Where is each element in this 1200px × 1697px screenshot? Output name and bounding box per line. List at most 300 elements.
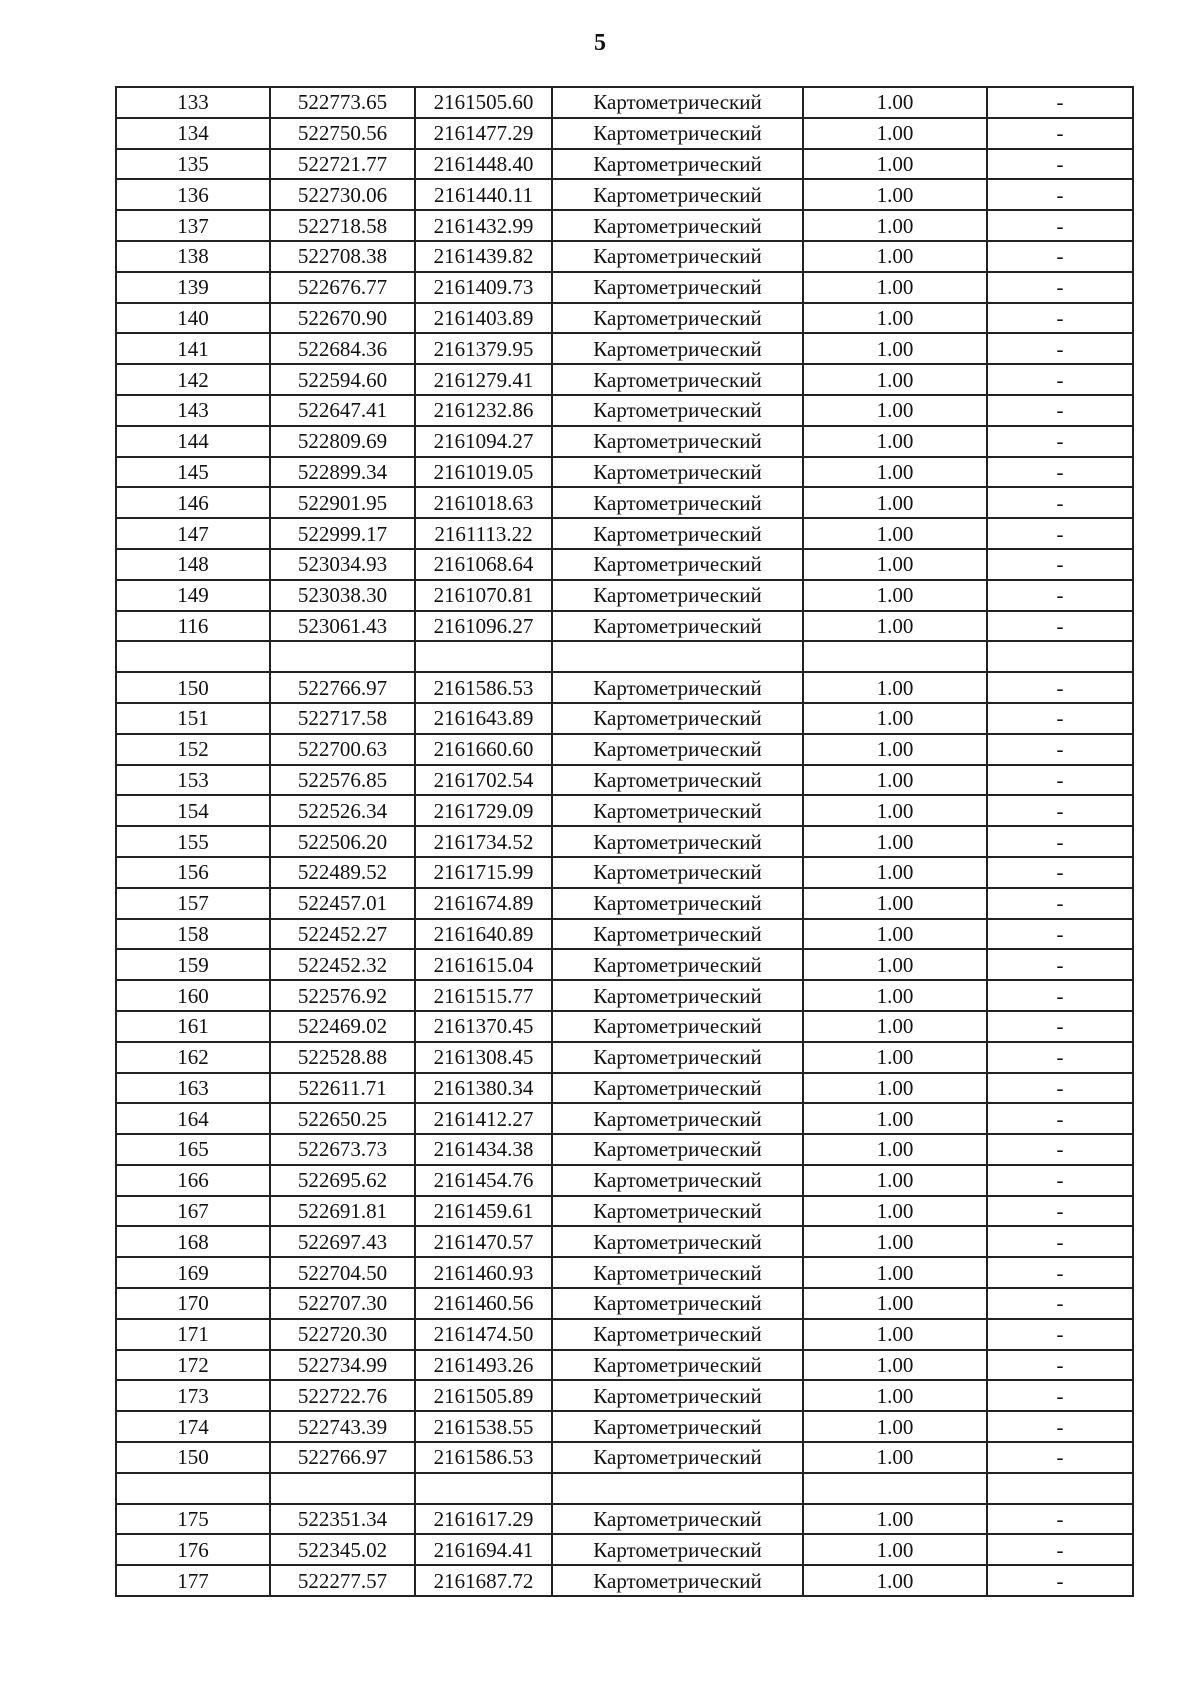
note-cell: -	[987, 1380, 1133, 1411]
x-coordinate-cell: 522526.34	[270, 795, 415, 826]
method-cell: Картометрический	[552, 1011, 803, 1042]
y-coordinate-cell: 2161432.99	[415, 210, 552, 241]
point-number-cell: 167	[116, 1196, 270, 1227]
method-cell: Картометрический	[552, 457, 803, 488]
x-coordinate-cell: 522684.36	[270, 333, 415, 364]
method-cell: Картометрический	[552, 888, 803, 919]
accuracy-cell: 1.00	[803, 765, 987, 796]
table-row	[116, 333, 1133, 364]
method-cell: Картометрический	[552, 395, 803, 426]
x-coordinate-cell: 522708.38	[270, 241, 415, 272]
method-cell: Картометрический	[552, 1103, 803, 1134]
method-cell: Картометрический	[552, 949, 803, 980]
table-row	[116, 118, 1133, 149]
method-cell: Картометрический	[552, 1350, 803, 1381]
point-number-cell: 166	[116, 1165, 270, 1196]
accuracy-cell: 1.00	[803, 241, 987, 272]
coordinates-table-body	[116, 87, 1133, 1596]
note-cell: -	[987, 826, 1133, 857]
table-row	[116, 272, 1133, 303]
table-row	[116, 980, 1133, 1011]
table-row	[116, 734, 1133, 765]
method-cell: Картометрический	[552, 364, 803, 395]
x-coordinate-cell: 522673.73	[270, 1134, 415, 1165]
note-cell: -	[987, 888, 1133, 919]
note-cell: -	[987, 364, 1133, 395]
separator-row	[116, 641, 1133, 672]
note-cell: -	[987, 919, 1133, 950]
method-cell: Картометрический	[552, 1288, 803, 1319]
y-coordinate-cell: 2161448.40	[415, 149, 552, 180]
x-coordinate-cell: 522277.57	[270, 1565, 415, 1596]
method-cell: Картометрический	[552, 1565, 803, 1596]
note-cell: -	[987, 210, 1133, 241]
y-coordinate-cell: 2161370.45	[415, 1011, 552, 1042]
point-number-cell: 149	[116, 580, 270, 611]
table-row	[116, 87, 1133, 118]
x-coordinate-cell: 522766.97	[270, 672, 415, 703]
note-cell: -	[987, 426, 1133, 457]
method-cell: Картометрический	[552, 1319, 803, 1350]
accuracy-cell: 1.00	[803, 672, 987, 703]
method-cell: Картометрический	[552, 1534, 803, 1565]
note-cell: -	[987, 395, 1133, 426]
x-coordinate-cell: 522452.32	[270, 949, 415, 980]
y-coordinate-cell: 2161617.29	[415, 1504, 552, 1535]
accuracy-cell	[803, 1473, 987, 1504]
accuracy-cell: 1.00	[803, 210, 987, 241]
table-row	[116, 457, 1133, 488]
table-row	[116, 149, 1133, 180]
x-coordinate-cell: 522718.58	[270, 210, 415, 241]
point-number-cell: 172	[116, 1350, 270, 1381]
x-coordinate-cell: 522452.27	[270, 919, 415, 950]
accuracy-cell: 1.00	[803, 1134, 987, 1165]
note-cell: -	[987, 118, 1133, 149]
point-number-cell: 133	[116, 87, 270, 118]
point-number-cell: 138	[116, 241, 270, 272]
table-row	[116, 1257, 1133, 1288]
table-row	[116, 1288, 1133, 1319]
y-coordinate-cell: 2161440.11	[415, 179, 552, 210]
method-cell: Картометрический	[552, 487, 803, 518]
point-number-cell: 141	[116, 333, 270, 364]
y-coordinate-cell: 2161454.76	[415, 1165, 552, 1196]
method-cell: Картометрический	[552, 672, 803, 703]
table-row	[116, 1073, 1133, 1104]
y-coordinate-cell: 2161538.55	[415, 1411, 552, 1442]
x-coordinate-cell: 522700.63	[270, 734, 415, 765]
note-cell: -	[987, 1103, 1133, 1134]
x-coordinate-cell: 522611.71	[270, 1073, 415, 1104]
y-coordinate-cell: 2161640.89	[415, 919, 552, 950]
table-row	[116, 795, 1133, 826]
table-row	[116, 580, 1133, 611]
note-cell: -	[987, 1257, 1133, 1288]
method-cell: Картометрический	[552, 1442, 803, 1473]
point-number-cell: 175	[116, 1504, 270, 1535]
note-cell	[987, 641, 1133, 672]
point-number-cell	[116, 641, 270, 672]
point-number-cell: 144	[116, 426, 270, 457]
table-row	[116, 611, 1133, 642]
table-row	[116, 395, 1133, 426]
note-cell: -	[987, 518, 1133, 549]
x-coordinate-cell: 523061.43	[270, 611, 415, 642]
accuracy-cell: 1.00	[803, 364, 987, 395]
y-coordinate-cell: 2161702.54	[415, 765, 552, 796]
method-cell: Картометрический	[552, 210, 803, 241]
note-cell: -	[987, 303, 1133, 334]
accuracy-cell: 1.00	[803, 1226, 987, 1257]
table-row	[116, 426, 1133, 457]
x-coordinate-cell: 522489.52	[270, 857, 415, 888]
note-cell: -	[987, 457, 1133, 488]
note-cell: -	[987, 734, 1133, 765]
table-row	[116, 1165, 1133, 1196]
y-coordinate-cell: 2161643.89	[415, 703, 552, 734]
point-number-cell: 169	[116, 1257, 270, 1288]
point-number-cell: 164	[116, 1103, 270, 1134]
x-coordinate-cell: 523034.93	[270, 549, 415, 580]
x-coordinate-cell: 522594.60	[270, 364, 415, 395]
point-number-cell: 154	[116, 795, 270, 826]
y-coordinate-cell: 2161674.89	[415, 888, 552, 919]
note-cell: -	[987, 765, 1133, 796]
note-cell: -	[987, 1534, 1133, 1565]
x-coordinate-cell: 522647.41	[270, 395, 415, 426]
accuracy-cell: 1.00	[803, 949, 987, 980]
table-row	[116, 210, 1133, 241]
y-coordinate-cell: 2161232.86	[415, 395, 552, 426]
accuracy-cell: 1.00	[803, 87, 987, 118]
note-cell: -	[987, 580, 1133, 611]
note-cell: -	[987, 241, 1133, 272]
method-cell: Картометрический	[552, 272, 803, 303]
note-cell: -	[987, 487, 1133, 518]
table-row	[116, 1103, 1133, 1134]
x-coordinate-cell: 522766.97	[270, 1442, 415, 1473]
accuracy-cell: 1.00	[803, 118, 987, 149]
y-coordinate-cell: 2161409.73	[415, 272, 552, 303]
accuracy-cell: 1.00	[803, 333, 987, 364]
note-cell: -	[987, 1073, 1133, 1104]
note-cell: -	[987, 87, 1133, 118]
table-row	[116, 1442, 1133, 1473]
separator-row	[116, 1473, 1133, 1504]
x-coordinate-cell: 522721.77	[270, 149, 415, 180]
table-row	[116, 672, 1133, 703]
note-cell: -	[987, 1565, 1133, 1596]
table-row	[116, 241, 1133, 272]
note-cell: -	[987, 703, 1133, 734]
accuracy-cell: 1.00	[803, 826, 987, 857]
point-number-cell: 136	[116, 179, 270, 210]
note-cell: -	[987, 149, 1133, 180]
x-coordinate-cell: 522707.30	[270, 1288, 415, 1319]
point-number-cell	[116, 1473, 270, 1504]
x-coordinate-cell: 522528.88	[270, 1042, 415, 1073]
point-number-cell: 139	[116, 272, 270, 303]
y-coordinate-cell: 2161094.27	[415, 426, 552, 457]
coordinates-table	[115, 86, 1134, 1597]
y-coordinate-cell: 2161515.77	[415, 980, 552, 1011]
point-number-cell: 116	[116, 611, 270, 642]
point-number-cell: 153	[116, 765, 270, 796]
point-number-cell: 171	[116, 1319, 270, 1350]
point-number-cell: 142	[116, 364, 270, 395]
x-coordinate-cell: 522809.69	[270, 426, 415, 457]
x-coordinate-cell: 522899.34	[270, 457, 415, 488]
y-coordinate-cell: 2161113.22	[415, 518, 552, 549]
note-cell: -	[987, 672, 1133, 703]
point-number-cell: 150	[116, 672, 270, 703]
note-cell: -	[987, 272, 1133, 303]
accuracy-cell: 1.00	[803, 1073, 987, 1104]
point-number-cell: 162	[116, 1042, 270, 1073]
accuracy-cell: 1.00	[803, 919, 987, 950]
x-coordinate-cell: 522345.02	[270, 1534, 415, 1565]
note-cell: -	[987, 1011, 1133, 1042]
y-coordinate-cell: 2161068.64	[415, 549, 552, 580]
table-row	[116, 1134, 1133, 1165]
y-coordinate-cell: 2161412.27	[415, 1103, 552, 1134]
accuracy-cell: 1.00	[803, 734, 987, 765]
table-row	[116, 1380, 1133, 1411]
note-cell: -	[987, 1442, 1133, 1473]
x-coordinate-cell: 522999.17	[270, 518, 415, 549]
method-cell: Картометрический	[552, 1257, 803, 1288]
note-cell: -	[987, 1165, 1133, 1196]
method-cell: Картометрический	[552, 611, 803, 642]
note-cell: -	[987, 1411, 1133, 1442]
y-coordinate-cell: 2161729.09	[415, 795, 552, 826]
x-coordinate-cell	[270, 641, 415, 672]
accuracy-cell: 1.00	[803, 179, 987, 210]
method-cell: Картометрический	[552, 734, 803, 765]
note-cell: -	[987, 795, 1133, 826]
point-number-cell: 177	[116, 1565, 270, 1596]
x-coordinate-cell: 522457.01	[270, 888, 415, 919]
x-coordinate-cell: 522506.20	[270, 826, 415, 857]
method-cell: Картометрический	[552, 857, 803, 888]
note-cell: -	[987, 1196, 1133, 1227]
method-cell: Картометрический	[552, 149, 803, 180]
method-cell: Картометрический	[552, 179, 803, 210]
accuracy-cell: 1.00	[803, 1103, 987, 1134]
note-cell: -	[987, 857, 1133, 888]
method-cell: Картометрический	[552, 1411, 803, 1442]
accuracy-cell: 1.00	[803, 487, 987, 518]
x-coordinate-cell: 522730.06	[270, 179, 415, 210]
table-row	[116, 1411, 1133, 1442]
accuracy-cell: 1.00	[803, 426, 987, 457]
y-coordinate-cell: 2161380.34	[415, 1073, 552, 1104]
point-number-cell: 165	[116, 1134, 270, 1165]
x-coordinate-cell: 522576.85	[270, 765, 415, 796]
method-cell: Картометрический	[552, 87, 803, 118]
x-coordinate-cell: 522670.90	[270, 303, 415, 334]
table-row	[116, 703, 1133, 734]
table-row	[116, 1196, 1133, 1227]
method-cell: Картометрический	[552, 1380, 803, 1411]
method-cell: Картометрический	[552, 580, 803, 611]
x-coordinate-cell: 522351.34	[270, 1504, 415, 1535]
method-cell: Картометрический	[552, 1196, 803, 1227]
point-number-cell: 148	[116, 549, 270, 580]
point-number-cell: 137	[116, 210, 270, 241]
point-number-cell: 161	[116, 1011, 270, 1042]
method-cell: Картометрический	[552, 1073, 803, 1104]
accuracy-cell: 1.00	[803, 1380, 987, 1411]
accuracy-cell: 1.00	[803, 580, 987, 611]
method-cell: Картометрический	[552, 765, 803, 796]
table-row	[116, 1504, 1133, 1535]
y-coordinate-cell: 2161715.99	[415, 857, 552, 888]
point-number-cell: 170	[116, 1288, 270, 1319]
y-coordinate-cell: 2161460.56	[415, 1288, 552, 1319]
method-cell: Картометрический	[552, 549, 803, 580]
point-number-cell: 160	[116, 980, 270, 1011]
point-number-cell: 176	[116, 1534, 270, 1565]
note-cell: -	[987, 949, 1133, 980]
point-number-cell: 156	[116, 857, 270, 888]
point-number-cell: 157	[116, 888, 270, 919]
table-row	[116, 919, 1133, 950]
table-row	[116, 1534, 1133, 1565]
accuracy-cell: 1.00	[803, 457, 987, 488]
method-cell: Картометрический	[552, 703, 803, 734]
x-coordinate-cell: 522720.30	[270, 1319, 415, 1350]
note-cell: -	[987, 1319, 1133, 1350]
accuracy-cell: 1.00	[803, 1504, 987, 1535]
table-row	[116, 179, 1133, 210]
accuracy-cell: 1.00	[803, 1042, 987, 1073]
accuracy-cell	[803, 641, 987, 672]
y-coordinate-cell: 2161019.05	[415, 457, 552, 488]
note-cell: -	[987, 1226, 1133, 1257]
x-coordinate-cell: 522576.92	[270, 980, 415, 1011]
y-coordinate-cell: 2161660.60	[415, 734, 552, 765]
y-coordinate-cell: 2161470.57	[415, 1226, 552, 1257]
accuracy-cell: 1.00	[803, 303, 987, 334]
accuracy-cell: 1.00	[803, 549, 987, 580]
method-cell: Картометрический	[552, 333, 803, 364]
y-coordinate-cell: 2161018.63	[415, 487, 552, 518]
method-cell: Картометрический	[552, 1504, 803, 1535]
table-row	[116, 1319, 1133, 1350]
table-row	[116, 888, 1133, 919]
x-coordinate-cell: 522901.95	[270, 487, 415, 518]
page-number: 5	[594, 30, 606, 56]
y-coordinate-cell: 2161474.50	[415, 1319, 552, 1350]
table-row	[116, 549, 1133, 580]
note-cell: -	[987, 179, 1133, 210]
point-number-cell: 159	[116, 949, 270, 980]
y-coordinate-cell: 2161477.29	[415, 118, 552, 149]
y-coordinate-cell: 2161070.81	[415, 580, 552, 611]
table-row	[116, 765, 1133, 796]
x-coordinate-cell: 522676.77	[270, 272, 415, 303]
point-number-cell: 147	[116, 518, 270, 549]
accuracy-cell: 1.00	[803, 1534, 987, 1565]
accuracy-cell: 1.00	[803, 1565, 987, 1596]
x-coordinate-cell: 522750.56	[270, 118, 415, 149]
y-coordinate-cell: 2161434.38	[415, 1134, 552, 1165]
y-coordinate-cell: 2161460.93	[415, 1257, 552, 1288]
point-number-cell: 174	[116, 1411, 270, 1442]
table-row	[116, 1350, 1133, 1381]
x-coordinate-cell	[270, 1473, 415, 1504]
table-row	[116, 1011, 1133, 1042]
x-coordinate-cell: 522734.99	[270, 1350, 415, 1381]
method-cell: Картометрический	[552, 1165, 803, 1196]
note-cell: -	[987, 611, 1133, 642]
method-cell: Картометрический	[552, 303, 803, 334]
y-coordinate-cell: 2161734.52	[415, 826, 552, 857]
table-row	[116, 1226, 1133, 1257]
x-coordinate-cell: 523038.30	[270, 580, 415, 611]
point-number-cell: 143	[116, 395, 270, 426]
accuracy-cell: 1.00	[803, 1011, 987, 1042]
table-row	[116, 1565, 1133, 1596]
x-coordinate-cell: 522704.50	[270, 1257, 415, 1288]
method-cell: Картометрический	[552, 118, 803, 149]
method-cell: Картометрический	[552, 241, 803, 272]
method-cell	[552, 1473, 803, 1504]
accuracy-cell: 1.00	[803, 1442, 987, 1473]
x-coordinate-cell: 522697.43	[270, 1226, 415, 1257]
x-coordinate-cell: 522650.25	[270, 1103, 415, 1134]
point-number-cell: 150	[116, 1442, 270, 1473]
accuracy-cell: 1.00	[803, 1288, 987, 1319]
x-coordinate-cell: 522743.39	[270, 1411, 415, 1442]
point-number-cell: 151	[116, 703, 270, 734]
accuracy-cell: 1.00	[803, 980, 987, 1011]
accuracy-cell: 1.00	[803, 395, 987, 426]
accuracy-cell: 1.00	[803, 857, 987, 888]
accuracy-cell: 1.00	[803, 1257, 987, 1288]
method-cell: Картометрический	[552, 1226, 803, 1257]
method-cell: Картометрический	[552, 795, 803, 826]
point-number-cell: 134	[116, 118, 270, 149]
y-coordinate-cell: 2161687.72	[415, 1565, 552, 1596]
point-number-cell: 163	[116, 1073, 270, 1104]
point-number-cell: 173	[116, 1380, 270, 1411]
accuracy-cell: 1.00	[803, 1319, 987, 1350]
note-cell	[987, 1473, 1133, 1504]
note-cell: -	[987, 1134, 1133, 1165]
point-number-cell: 158	[116, 919, 270, 950]
accuracy-cell: 1.00	[803, 703, 987, 734]
method-cell: Картометрический	[552, 826, 803, 857]
point-number-cell: 152	[116, 734, 270, 765]
table-row	[116, 826, 1133, 857]
y-coordinate-cell: 2161403.89	[415, 303, 552, 334]
accuracy-cell: 1.00	[803, 795, 987, 826]
x-coordinate-cell: 522695.62	[270, 1165, 415, 1196]
note-cell: -	[987, 333, 1133, 364]
accuracy-cell: 1.00	[803, 888, 987, 919]
method-cell: Картометрический	[552, 1134, 803, 1165]
accuracy-cell: 1.00	[803, 1196, 987, 1227]
accuracy-cell: 1.00	[803, 611, 987, 642]
y-coordinate-cell: 2161379.95	[415, 333, 552, 364]
table-row	[116, 857, 1133, 888]
y-coordinate-cell: 2161505.60	[415, 87, 552, 118]
table-row	[116, 1042, 1133, 1073]
y-coordinate-cell: 2161308.45	[415, 1042, 552, 1073]
